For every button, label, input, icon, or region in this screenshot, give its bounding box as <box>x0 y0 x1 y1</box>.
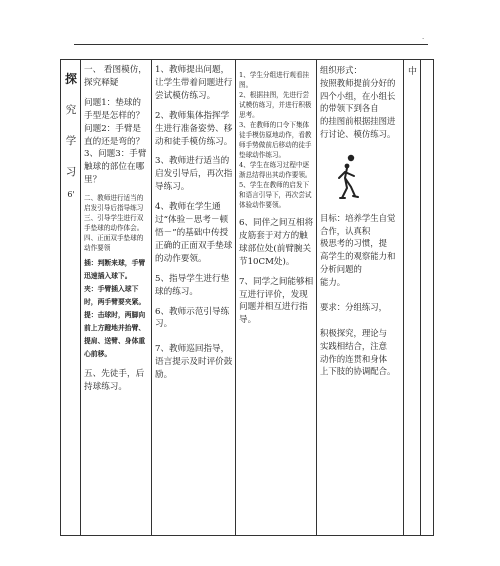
cell-paragraph: 五、先徒手，后持球练习。 <box>84 369 145 393</box>
cell-paragraph: 3、教师进行适当的启发引导后，再次指导练习。 <box>155 156 233 193</box>
section-row <box>61 60 434 536</box>
volleyball-player-figure-icon <box>326 154 368 202</box>
header-dot: · <box>422 35 425 43</box>
section-label-char: 学 <box>65 135 77 147</box>
cell-paragraph: 5、指导学生进行垫球的练习。 <box>155 273 230 297</box>
cell-paragraph: 1、教师提出问题，让学生带着问题进行尝试模仿练习。 <box>155 65 233 101</box>
section-label-char: 究 <box>65 104 77 116</box>
section-label-char: 习 <box>65 166 77 178</box>
goal-requirement-text: 目标：培养学生自觉合作，认真积 极思考的习惯，提 高学生的观察能力和分析问题的 能力。 要求：分组练习， 积极探究，理论与 实践相结合，注意 动作的连贯和身体 上下肢的协调配合。 <box>320 212 396 377</box>
cell-paragraph: 二、教师进行适当的启发引导后指导练习 三、引导学生进行双手垫球的动作体会。 四、正面双手垫球的动作要领 <box>84 194 144 253</box>
content-cell <box>81 60 152 536</box>
cell-paragraph: 6、教师示范引导练习。 <box>155 306 230 330</box>
teacher-activity-cell <box>152 60 236 536</box>
notes-cell <box>421 60 434 536</box>
cell-paragraph: 一、 看图模仿，探究释疑 <box>84 65 147 88</box>
header-rule <box>74 44 428 45</box>
cell-paragraph: 1、学生分组进行观看挂图。 2、根据挂图，先进行尝试模仿练习，并进行积极思考。 3、在教师的口令下集体徒手模仿原地动作，看教师手势做前后移动的徒手垫球动作练习。 4、学生在练习过程中逐渐总结得出其动作要领。 5、学生在教师的启发下和语言引导下，再次尝试体验动作要领。 <box>239 71 312 209</box>
cell-paragraph: 2、教师集体指挥学生进行准备姿势、移动和徒手模仿练习。 <box>155 110 233 147</box>
cell-paragraph: 问题1：垫球的手型是怎样的？ 问题2：手臂是直的还是弯的？ 3、问题3：手臂触球的部位在哪里？ <box>84 97 147 186</box>
intensity-level: 中 <box>407 67 417 77</box>
organization-text: 组织形式： 按照教师提前分好的四个小组，在小组长的带领下到各自 的挂图前根据挂图进行讨论、模仿练习。 <box>320 65 396 139</box>
cell-paragraph: 7、教师巡回指导，语言提示及时评价鼓励。 <box>155 344 233 381</box>
cell-paragraph: 4、教师在学生通过“体验－思考－顿悟－”的基础中传授正确的正面双手垫球的动作要领。 <box>155 202 233 264</box>
student-activity-cell <box>236 60 317 536</box>
cell-paragraph: 7、同学之间能够相互进行评价，发现问题并相互进行指导。 <box>239 276 314 326</box>
cell-paragraph: 6、同伴之间互相将皮筋套于对方的触球部位处(前臂腕关节10CM处)。 <box>239 218 314 267</box>
section-label-char: 探 <box>64 72 77 86</box>
section-label-cell <box>61 60 81 536</box>
intensity-cell <box>404 60 421 536</box>
organization-cell <box>317 60 404 536</box>
section-duration: 6' <box>67 190 75 199</box>
cell-paragraph: 插：判断来球，手臂迅速插入球下。 夹：手臂插入球下时，两手臂要夹紧。 提：击球时，两脚向前上方蹬地并抬臂、提肩、送臂、身体重心前移。 <box>84 259 146 359</box>
lesson-plan-table <box>60 59 434 536</box>
